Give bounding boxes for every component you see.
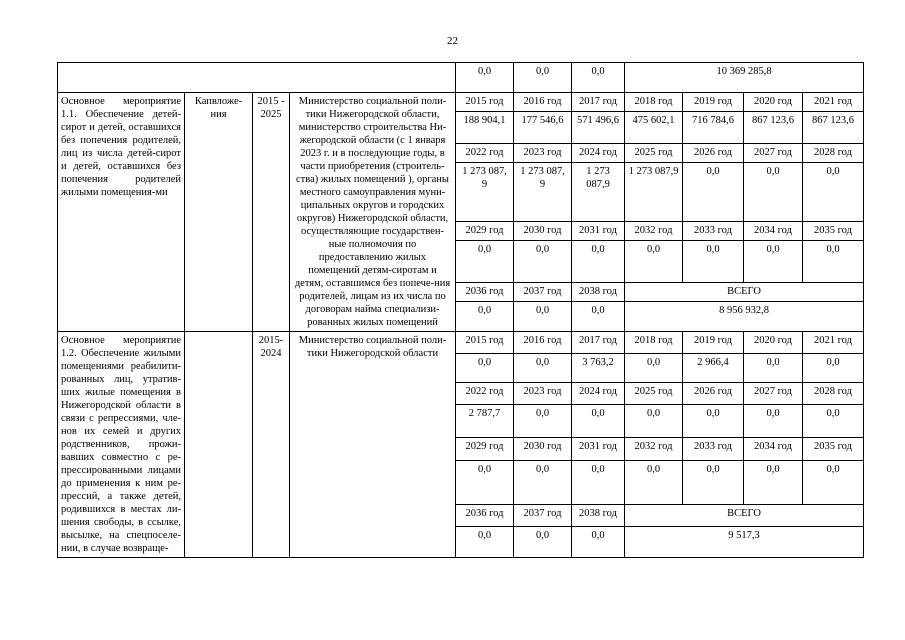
amount-cell: 0,0 — [803, 241, 864, 283]
page-number: 22 — [447, 35, 458, 47]
year-header-row — [58, 93, 864, 112]
year-label-cell: 2025 год — [625, 382, 683, 404]
amount-cell: 0,0 — [514, 526, 572, 557]
year-label-cell: 2018 год — [625, 332, 683, 354]
amount-cell: 0,0 — [683, 241, 744, 283]
year-label-cell: 2023 год — [514, 143, 572, 162]
year-label-cell: 2016 год — [514, 93, 572, 112]
amount-cell: 0,0 — [572, 302, 625, 332]
year-label-cell: 2020 год — [744, 93, 803, 112]
amount-cell: 0,0 — [572, 405, 625, 438]
amount-cell: 0,0 — [625, 354, 683, 383]
amount-cell: 0,0 — [683, 162, 744, 221]
year-label-cell: 2026 год — [683, 143, 744, 162]
amount-cell: 867 123,6 — [803, 112, 864, 144]
amount-cell: 0,0 — [514, 241, 572, 283]
amount-cell: 0,0 — [514, 354, 572, 383]
year-label-cell: 2018 год — [625, 93, 683, 112]
amount-cell: 0,0 — [456, 302, 514, 332]
amount-cell: 0,0 — [803, 460, 864, 504]
amount-cell: 0,0 — [744, 460, 803, 504]
year-label-cell: 2022 год — [456, 382, 514, 404]
amount-cell: 1 273 087, 9 — [514, 162, 572, 221]
year-label-cell: 2028 год — [803, 143, 864, 162]
year-label-cell: 2031 год — [572, 438, 625, 460]
year-label-cell: 2034 год — [744, 222, 803, 241]
year-label-cell: 2037 год — [514, 504, 572, 526]
period-cell: 2015- 2024 — [253, 332, 290, 558]
year-label-cell: 2017 год — [572, 93, 625, 112]
amount-cell: 0,0 — [572, 460, 625, 504]
year-label-cell: 2033 год — [683, 222, 744, 241]
year-label-cell: 2025 год — [625, 143, 683, 162]
total-amount-cell: 8 956 932,8 — [625, 302, 864, 332]
year-label-cell: 2022 год — [456, 143, 514, 162]
year-label-cell: 2019 год — [683, 93, 744, 112]
year-label-cell: 2024 год — [572, 143, 625, 162]
amount-cell: 2 966,4 — [683, 354, 744, 383]
year-label-cell: 2036 год — [456, 283, 514, 302]
amount-cell: 0,0 — [803, 354, 864, 383]
amount-cell: 0,0 — [514, 302, 572, 332]
amount-cell: 0,0 — [625, 241, 683, 283]
amount-cell: 0,0 — [625, 460, 683, 504]
amount-cell: 0,0 — [683, 460, 744, 504]
year-label-cell: 2015 год — [456, 332, 514, 354]
year-label-cell: 2037 год — [514, 283, 572, 302]
amount-cell: 1 273 087, 9 — [456, 162, 514, 221]
amount-cell: 0,0 — [744, 162, 803, 221]
carryover-total-cell: 10 369 285,8 — [625, 63, 864, 93]
amount-cell: 177 546,6 — [514, 112, 572, 144]
period-cell: 2015 - 2025 — [253, 93, 290, 332]
funding-table — [57, 62, 864, 558]
amount-cell: 2 787,7 — [456, 405, 514, 438]
amount-cell: 0,0 — [744, 354, 803, 383]
amount-cell: 0,0 — [514, 405, 572, 438]
amount-cell: 0,0 — [456, 526, 514, 557]
amount-cell: 475 602,1 — [625, 112, 683, 144]
year-label-cell: 2028 год — [803, 382, 864, 404]
executor-cell: Министерство социальной поли-тики Нижегородской области, министерство строительства Ни-жегородской области (с 1 января 2023 г. и в последующие годы, в части приобретения (строитель-ства) жилых помещений ), органы местного самоуправления муни-ципальных округов и городских округов) Нижегородской области, осуществляющие государствен-ные полномочия по предоставлению жилых помещений детям-сиротам и детям, оставшимся без попече-ния родителей, лицам из их числа по договорам найма специализи-рованных жилых помещений — [290, 93, 456, 332]
year-label-cell: 2033 год — [683, 438, 744, 460]
amount-cell: 0,0 — [456, 460, 514, 504]
amount-cell: 716 784,6 — [683, 112, 744, 144]
year-label-cell: 2031 год — [572, 222, 625, 241]
funding-type-cell — [185, 332, 253, 558]
amount-cell: 0,0 — [803, 162, 864, 221]
year-label-cell: 2029 год — [456, 222, 514, 241]
amount-cell: 0,0 — [514, 460, 572, 504]
executor-cell: Министерство социальной поли-тики Нижегородской области — [290, 332, 456, 558]
amount-cell: 0,0 — [625, 405, 683, 438]
year-label-cell: 2036 год — [456, 504, 514, 526]
year-label-cell: 2038 год — [572, 283, 625, 302]
year-label-cell: 2019 год — [683, 332, 744, 354]
funding-type-cell: Капвложе-ния — [185, 93, 253, 332]
total-label-cell: ВСЕГО — [625, 283, 864, 302]
amount-cell: 0,0 — [572, 526, 625, 557]
amount-cell: 0,0 — [803, 405, 864, 438]
year-label-cell: 2030 год — [514, 222, 572, 241]
year-label-cell: 2035 год — [803, 438, 864, 460]
year-label-cell: 2020 год — [744, 332, 803, 354]
measure-name-cell: Основное мероприятие 1.1. Обеспечение детей-сирот и детей, оставшихся без попечения родителей, лиц из числа детей-сирот и детей, оставшихся без попечения родителей жилыми помещения-ми — [58, 93, 185, 332]
year-label-cell: 2023 год — [514, 382, 572, 404]
year-header-row — [58, 332, 864, 354]
amount-cell: 3 763,2 — [572, 354, 625, 383]
amount-cell: 0,0 — [683, 405, 744, 438]
amount-cell: 0,0 — [744, 405, 803, 438]
year-label-cell: 2021 год — [803, 332, 864, 354]
year-label-cell: 2032 год — [625, 222, 683, 241]
amount-cell: 571 496,6 — [572, 112, 625, 144]
year-label-cell: 2029 год — [456, 438, 514, 460]
amount-cell: 1 273 087,9 — [572, 162, 625, 221]
year-label-cell: 2021 год — [803, 93, 864, 112]
amount-cell: 0,0 — [744, 241, 803, 283]
amount-cell: 0,0 — [572, 241, 625, 283]
year-label-cell: 2027 год — [744, 143, 803, 162]
amount-cell: 0,0 — [456, 241, 514, 283]
year-label-cell: 2032 год — [625, 438, 683, 460]
measure-name-cell: Основное мероприятие 1.2. Обеспечение жилыми помещениями реабилити-рованных лиц, утратив-ших жилые помещения в Нижегородской области в связи с репрессиями, чле-нов их семей и других родственников, прожи-вавших совместно с ре-прессированными лицами до применения к ним ре-прессий, а также детей, родившихся в местах ли-шения свободы, в ссылке, высылке, на спецпоселе-нии, в случае возвраще- — [58, 332, 185, 558]
total-label-cell: ВСЕГО — [625, 504, 864, 526]
year-label-cell: 2035 год — [803, 222, 864, 241]
year-label-cell: 2027 год — [744, 382, 803, 404]
year-label-cell: 2015 год — [456, 93, 514, 112]
year-label-cell: 2026 год — [683, 382, 744, 404]
carryover-value-cell: 0,0 — [456, 63, 514, 93]
year-label-cell: 2030 год — [514, 438, 572, 460]
amount-cell: 867 123,6 — [744, 112, 803, 144]
carryover-row — [58, 63, 864, 93]
year-label-cell: 2017 год — [572, 332, 625, 354]
year-label-cell: 2038 год — [572, 504, 625, 526]
total-amount-cell: 9 517,3 — [625, 526, 864, 557]
amount-cell: 0,0 — [456, 354, 514, 383]
carryover-value-cell: 0,0 — [572, 63, 625, 93]
amount-cell: 1 273 087,9 — [625, 162, 683, 221]
year-label-cell: 2024 год — [572, 382, 625, 404]
carryover-blank-cell — [58, 63, 456, 93]
year-label-cell: 2034 год — [744, 438, 803, 460]
year-label-cell: 2016 год — [514, 332, 572, 354]
carryover-value-cell: 0,0 — [514, 63, 572, 93]
amount-cell: 188 904,1 — [456, 112, 514, 144]
